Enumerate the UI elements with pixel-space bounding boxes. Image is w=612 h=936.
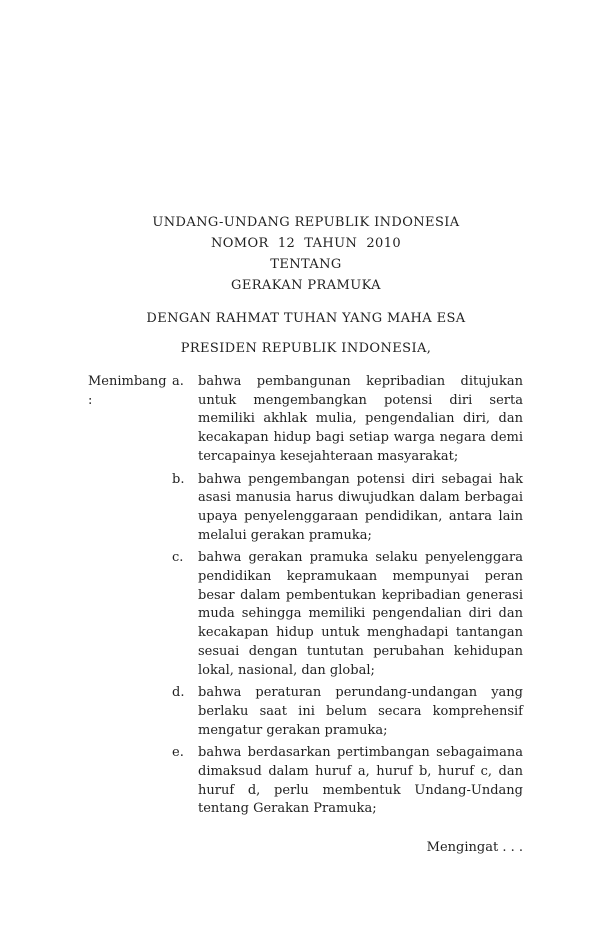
list-item: [172, 684, 524, 740]
considering-section: [88, 373, 524, 823]
list-item-letter: e.: [172, 745, 184, 761]
list-item-letter: b.: [172, 471, 185, 487]
list-item-letter: d.: [172, 685, 185, 701]
issuer-line: PRESIDEN REPUBLIK INDONESIA,: [180, 341, 432, 356]
document-title-block: [0, 212, 612, 296]
title-line-number-year: NOMOR 12 TAHUN 2010: [210, 236, 402, 251]
title-line-law-name: UNDANG-UNDANG REPUBLIK INDONESIA: [152, 215, 460, 230]
considering-items: [172, 373, 524, 823]
title-line-subject: GERAKAN PRAMUKA: [231, 278, 381, 293]
title-line-tentang: TENTANG: [270, 257, 342, 272]
list-item: [172, 471, 524, 546]
considering-label: Menimbang :: [88, 374, 167, 408]
list-item: [172, 373, 524, 467]
list-item-letter: c.: [172, 550, 184, 566]
list-item-text: bahwa peraturan perundang-undangan yang berlaku saat ini belum secara komprehensif mengatur gerakan pramuka;: [198, 685, 523, 738]
list-item-text: bahwa pengembangan potensi diri sebagai hak asasi manusia harus diwujudkan dalam berbagai upaya penyelenggaraan pendidikan, antara lain melalui gerakan pramuka;: [198, 471, 523, 543]
list-item-letter: a.: [172, 374, 184, 389]
list-item-text: bahwa berdasarkan pertimbangan sebagaimana dimaksud dalam huruf a, huruf b, huruf c, dan huruf d, perlu membentuk Undang-Undang tentang Gerakan Pramuka;: [198, 745, 523, 817]
list-item-text: bahwa gerakan pramuka selaku penyelenggara pendidikan kepramukaan mempunyai peran besar dalam pembentukan kepribadian generasi muda sehingga memiliki pengendalian diri dan kecakapan hidup untuk menghadapi tantangan sesuai dengan tuntutan perubahan kehidupan lokal, nasional, dan global;: [198, 550, 523, 678]
list-item-text: bahwa pembangunan kepribadian ditujukan untuk mengembangkan potensi diri serta memiliki akhlak mulia, pengendalian diri, dan kecakapan hidup bagi setiap warga negara demi tercapainya kesejahteraan masyarakat;: [198, 374, 523, 464]
list-item: [172, 549, 524, 680]
page-catchword: Mengingat . . .: [426, 840, 523, 855]
motto-line: DENGAN RAHMAT TUHAN YANG MAHA ESA: [146, 311, 466, 326]
list-item: [172, 744, 524, 819]
